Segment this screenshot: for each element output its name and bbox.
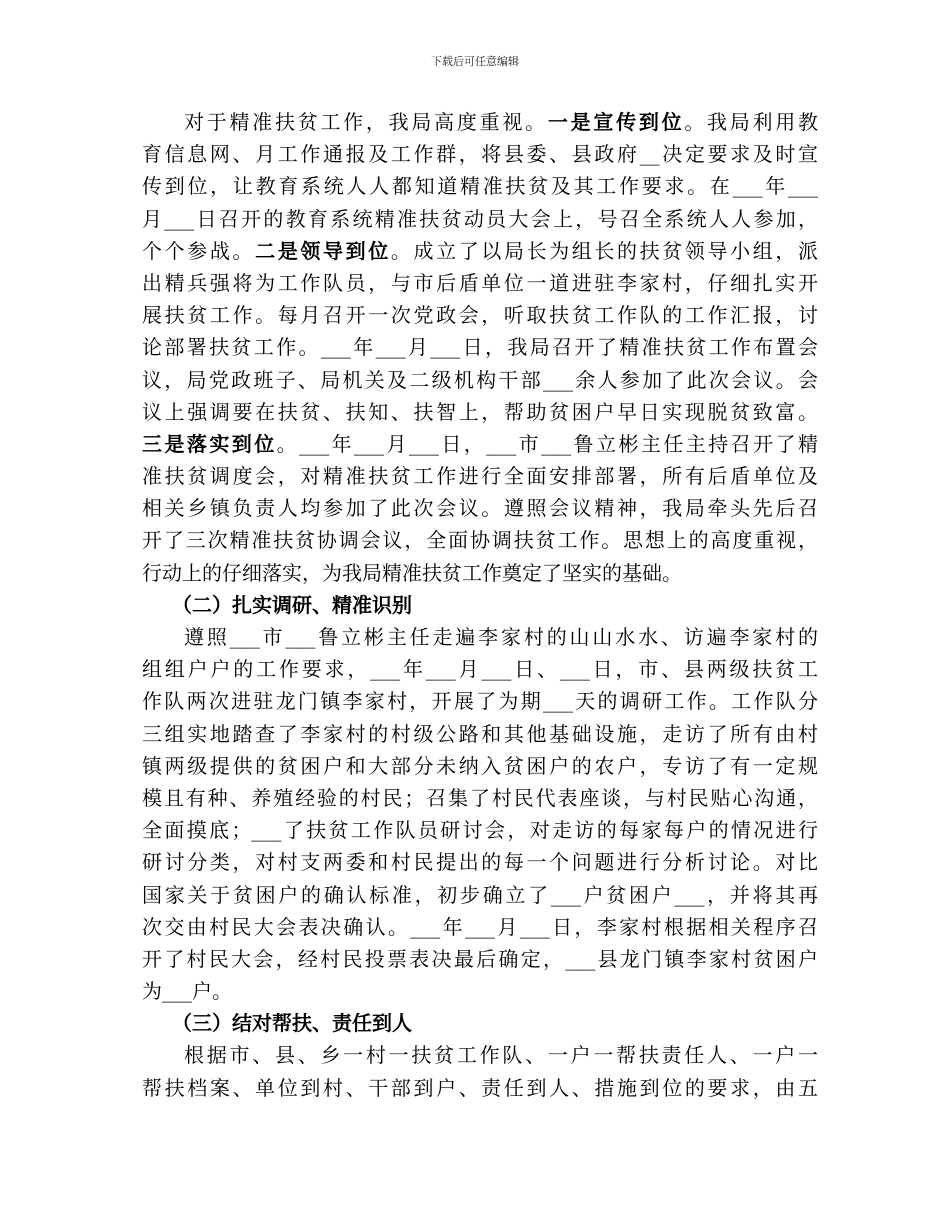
paragraph-line: 论部署扶贫工作。___年___月___日，我局召开了精准扶贫工作布置会: [142, 335, 818, 360]
paragraph-line: 为___户。: [142, 979, 232, 1004]
paragraph-line: 议，局党政班子、局机关及二级机构干部___余人参加了此次会议。会: [142, 367, 818, 392]
document-body: [142, 106, 818, 1104]
paragraph-line: 出精兵强将为工作队员，与市后盾单位一道进驻李家村，仔细扎实开: [142, 270, 818, 295]
paragraph-line: 展扶贫工作。每月召开一次党政会，听取扶贫工作队的工作汇报，讨: [142, 303, 818, 328]
bold-phrase: 一是宣传到位: [547, 110, 685, 134]
bold-phrase: 二是领导到位: [255, 238, 391, 263]
bold-phrase: 三是落实到位: [142, 431, 277, 456]
paragraph-line: 个个参战。二是领导到位。成立了以局长为组长的扶贫领导小组，派: [142, 238, 818, 263]
paragraph-line: 开了村民大会，经村民投票表决最后确定，___县龙门镇李家村贫困户: [142, 946, 818, 971]
section-1: [142, 106, 818, 589]
paragraph-line: 三组实地踏查了李家村的村级公路和其他基础设施，走访了所有由村: [142, 721, 818, 746]
paragraph-line: 准扶贫调度会，对精准扶贫工作进行全面安排部署，所有后盾单位及: [142, 464, 818, 489]
paragraph-line: 行动上的仔细落实，为我局精准扶贫工作奠定了坚实的基础。: [142, 560, 682, 585]
paragraph-line: 模且有种、养殖经验的村民；召集了村民代表座谈，与村民贴心沟通，: [142, 785, 818, 810]
paragraph-line: 作队两次进驻龙门镇李家村，开展了为期___天的调研工作。工作队分: [142, 689, 818, 714]
section-2: [142, 621, 818, 1007]
paragraph-line: 遵照___市___鲁立彬主任走遍李家村的山山水水、访遍李家村的: [184, 625, 818, 649]
paragraph-line: 次交由村民大会表决确认。___年___月___日，李家村根据相关程序召: [142, 914, 818, 939]
paragraph-line: 国家关于贫困户的确认标准，初步确立了___户贫困户___，并将其再: [142, 882, 818, 907]
section-3: [142, 1039, 818, 1103]
paragraph-line: 传到位，让教育系统人人都知道精准扶贫及其工作要求。在___年___: [142, 174, 818, 199]
paragraph-line: 开了三次精准扶贫协调会议，全面协调扶贫工作。思想上的高度重视，: [142, 528, 818, 553]
paragraph-line: 议上强调要在扶贫、扶知、扶智上，帮助贫困户早日实现脱贫致富。: [142, 399, 818, 424]
paragraph-line: 对于精准扶贫工作，我局高度重视。一是宣传到位。我局利用教: [184, 110, 818, 134]
section-heading-3: （三）结对帮扶、责任到人: [172, 1011, 412, 1036]
paragraph-line: 研讨分类，对村支两委和村民提出的每一个问题进行分析讨论。对比: [142, 850, 818, 875]
paragraph-line: 组组户户的工作要求，___年___月___日、___日，市、县两级扶贫工: [142, 657, 818, 682]
paragraph-line: 镇两级提供的贫困户和大部分未纳入贫困户的农户，专访了有一定规: [142, 753, 818, 778]
paragraph-line: 根据市、县、乡一村一扶贫工作队、一户一帮扶责任人、一户一: [184, 1043, 818, 1068]
paragraph-line: 相关乡镇负责人均参加了此次会议。遵照会议精神，我局牵头先后召: [142, 496, 818, 521]
paragraph-line: 三是落实到位。___年___月___日，___市___鲁立彬主任主持召开了精: [142, 431, 818, 456]
paragraph-line: 育信息网、月工作通报及工作群，将县委、县政府__决定要求及时宣: [142, 142, 818, 167]
paragraph-line: 帮扶档案、单位到村、干部到户、责任到人、措施到位的要求，由五: [142, 1075, 818, 1100]
paragraph-line: 月___日召开的教育系统精准扶贫动员大会上，号召全系统人人参加，: [142, 206, 818, 231]
paragraph-line: 全面摸底；___了扶贫工作队员研讨会，对走访的每家每户的情况进行: [142, 818, 818, 843]
section-heading-2: （二）扎实调研、精准识别: [172, 592, 412, 617]
page-header-note: 下载后可任意编辑: [431, 55, 519, 68]
